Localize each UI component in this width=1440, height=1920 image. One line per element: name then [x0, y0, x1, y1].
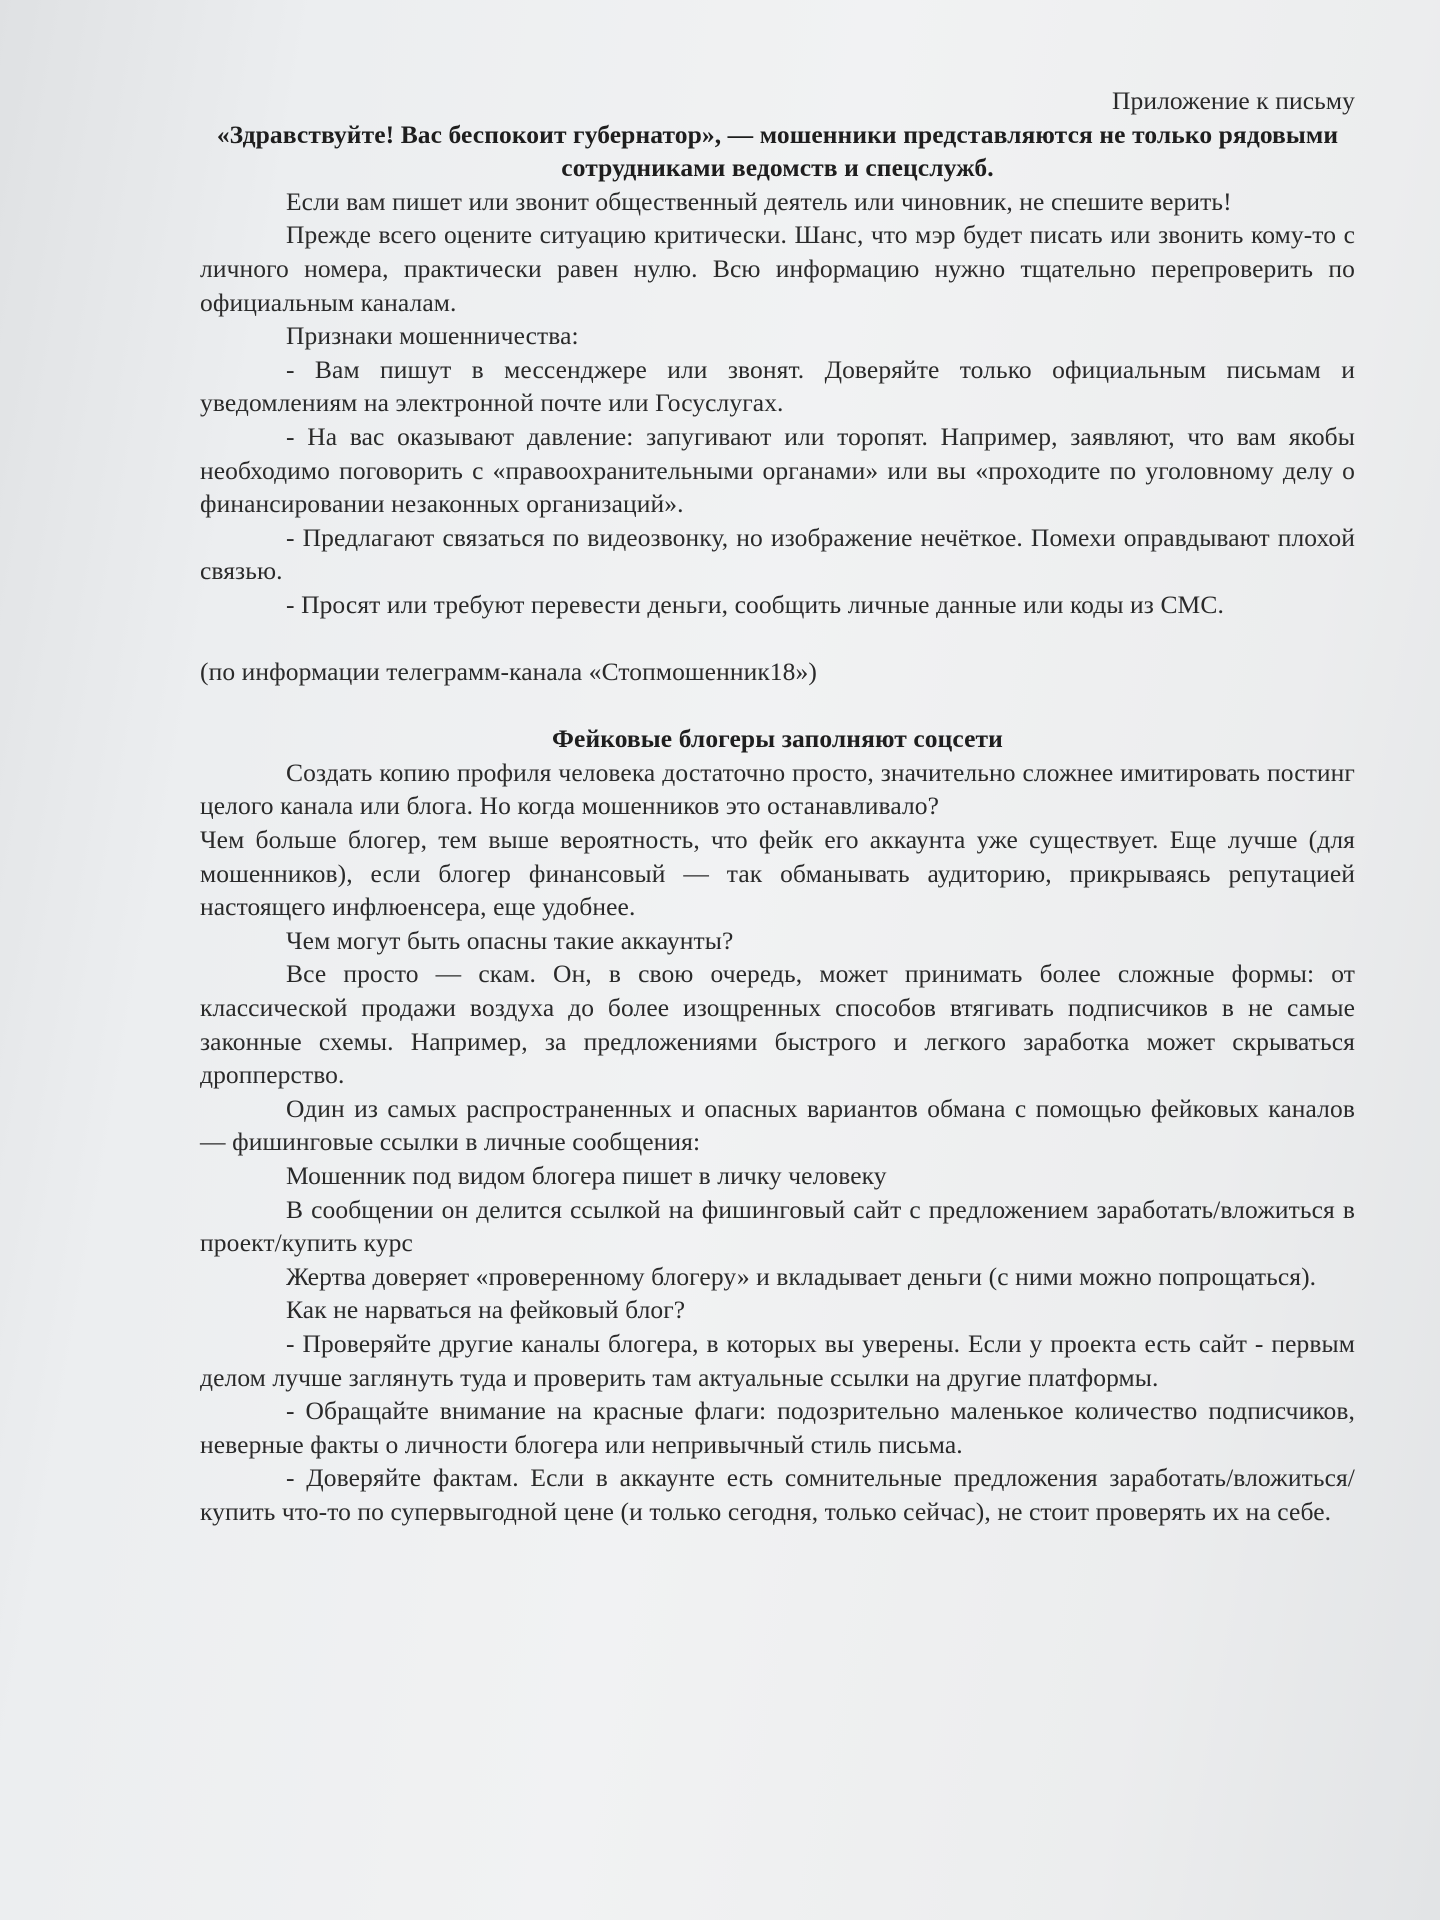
paragraph: Один из самых распространенных и опасных вариантов обмана с помощью фейковых каналов — фишинговые ссылки в личные сообщения: [200, 1093, 1355, 1157]
list-item: - Предлагают связаться по видеозвонку, но изображение нечёткое. Помехи оправдывают плохой связью. [200, 522, 1355, 586]
document-body [200, 84, 1355, 1529]
source-note: (по информации телеграмм-канала «Стопмошенник18») [200, 657, 817, 687]
spacer [200, 622, 1355, 656]
list-item: - Доверяйте фактам. Если в аккаунте есть сомнительные предложения заработать/вложиться/купить что-то по супервыгодной цене (и только сегодня, только сейчас), не стоит проверять их на себе. [200, 1463, 1355, 1526]
paragraph: Чем больше блогер, тем выше вероятность, что фейк его аккаунта уже существует. Еще лучше (для мошенников), если блогер финансовый — так обманывать аудиторию, прикрываясь репутацией настоящего инфлюенсера, еще удобнее. [200, 825, 1355, 922]
list-item: Жертва доверяет «проверенному блогеру» и вкладывает деньги (с ними можно попрощаться). [286, 1261, 1317, 1291]
attachment-label: Приложение к письму [1111, 86, 1355, 115]
paragraph: Чем могут быть опасны такие аккаунты? [286, 925, 734, 955]
section-title: Фейковые блогеры заполняют соцсети [552, 724, 1003, 754]
document-title: «Здравствуйте! Вас беспокоит губернатор», — мошенники представляются не только рядовыми сотрудниками ведомств и спецслужб. [216, 119, 1339, 183]
paragraph: Если вам пишет или звонит общественный деятель или чиновник, не спешите верить! [286, 186, 1232, 216]
list-item: - Проверяйте другие каналы блогера, в которых вы уверены. Если у проекта есть сайт - первым делом лучше заглянуть туда и проверить там актуальные ссылки на другие платформы. [200, 1328, 1355, 1392]
paragraph: Как не нарваться на фейковый блог? [286, 1295, 686, 1325]
paragraph: Признаки мошенничества: [286, 321, 579, 351]
paragraph: Все просто — скам. Он, в свою очередь, может принимать более сложные формы: от классической продажи воздуха до более изощренных способов втягивать подписчиков в не самые законные схемы. Например, за предложениями быстрого и легкого заработка может скрываться дропперство. [200, 959, 1355, 1090]
spacer [200, 689, 1355, 723]
paragraph: Создать копию профиля человека достаточно просто, значительно сложнее имитировать постинг целого канала или блога. Но когда мошенников это останавливало? [200, 757, 1355, 821]
list-item: - Вам пишут в мессенджере или звонят. Доверяйте только официальным письмам и уведомлениям на электронной почте или Госуслугах. [200, 354, 1355, 418]
list-item: - Просят или требуют перевести деньги, сообщить личные данные или коды из СМС. [286, 589, 1224, 619]
list-item: - На вас оказывают давление: запугивают или торопят. Например, заявляют, что вам якобы необходимо поговорить с «правоохранительными органами» или вы «проходите по уголовному делу о финансировании незаконных организаций». [200, 421, 1355, 519]
list-item: - Обращайте внимание на красные флаги: подозрительно маленькое количество подписчиков, неверные факты о личности блогера или непривычный стиль письма. [200, 1396, 1355, 1459]
list-item: В сообщении он делится ссылкой на фишинговый сайт с предложением заработать/вложиться в проект/купить курс [200, 1194, 1355, 1258]
list-item: Мошенник под видом блогера пишет в личку человеку [286, 1161, 887, 1190]
paragraph: Прежде всего оцените ситуацию критически. Шанс, что мэр будет писать или звонить кому-то с личного номера, практически равен нулю. Всю информацию нужно тщательно перепроверить по официальным каналам. [200, 220, 1355, 317]
